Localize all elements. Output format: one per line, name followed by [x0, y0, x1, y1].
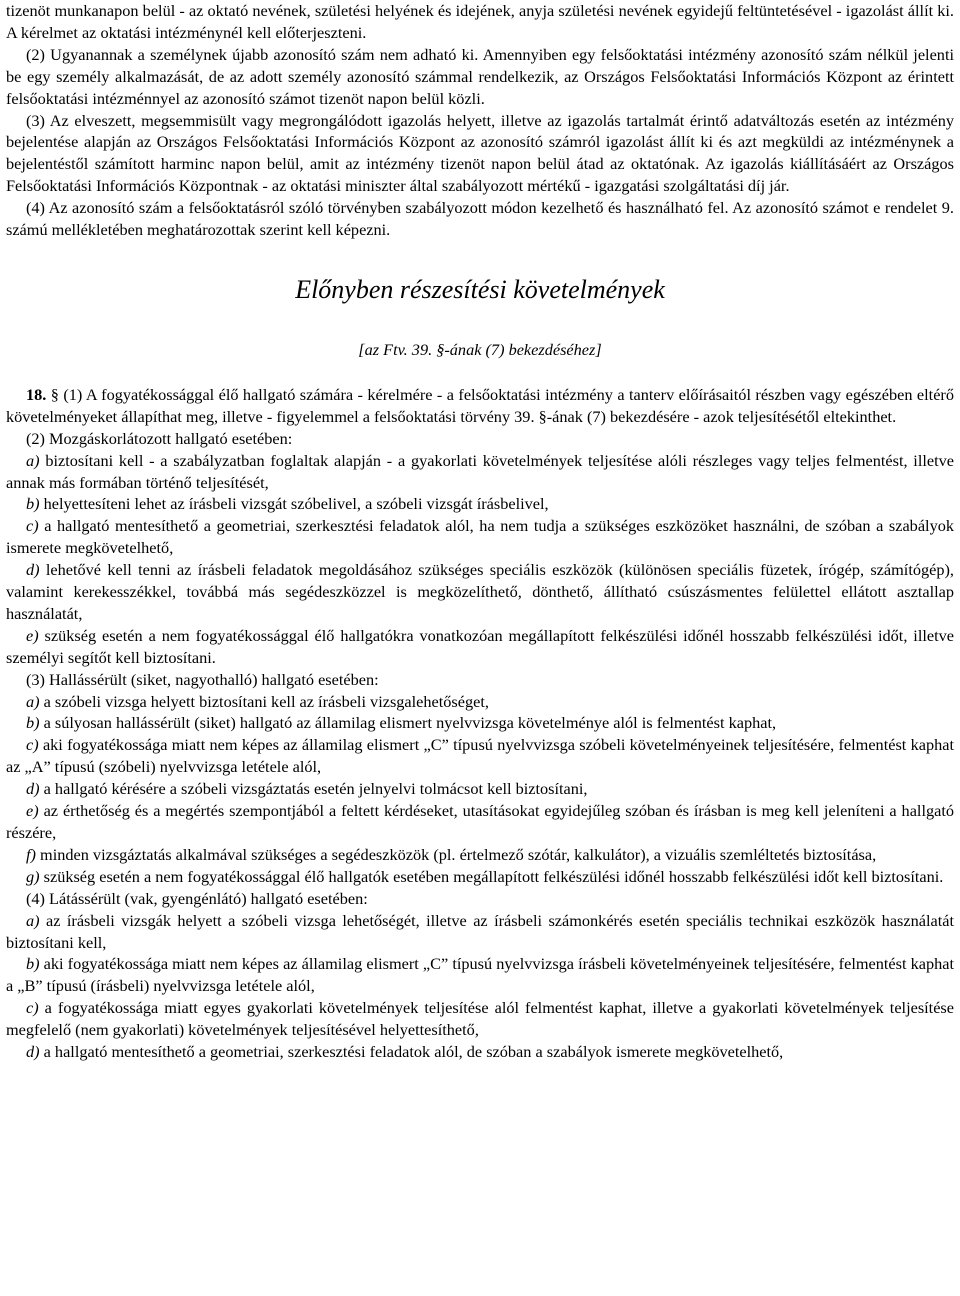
list-item — [6, 953, 954, 997]
subsection-2-head: (2) Mozgáskorlátozott hallgató esetében: — [26, 428, 293, 448]
list-item — [6, 515, 954, 559]
item-text: minden vizsgáztatás alkalmával szükséges a segédeszközök (pl. értelmező szótár, kalkulátor), a vizuális szemléltetés biztosítása, — [35, 844, 877, 864]
list-item — [6, 844, 954, 866]
item-letter: d) — [26, 779, 40, 799]
list-item — [6, 625, 954, 669]
list-item — [6, 493, 954, 515]
item-text: a hallgató mentesíthető a geometriai, szerkesztési feladatok alól, de szóban a szabályok ismerete megkövetelhető, — [39, 1042, 784, 1062]
section-sign: § — [50, 384, 59, 404]
item-text: a hallgató mentesíthető a geometriai, szerkesztési feladatok alól, ha nem tudja a szükséges eszközöket használni, de szóban a szabályok ismerete megkövetelhető, — [6, 516, 954, 558]
intro-paragraph-1: tizenöt munkanapon belül - az oktató nevének, születési helyének és idejének, anyja születési nevének egyidejű feltüntetésével - igazolást állít ki. A kérelmet az oktatási intézménynél kell előterjeszteni. — [6, 1, 954, 42]
item-text: a súlyosan hallássérült (siket) hallgató az államilag elismert nyelvvizsga követelménye alól is felmentést kaphat, — [39, 713, 777, 733]
list-item — [6, 691, 954, 713]
item-letter: e) — [26, 625, 39, 645]
item-text: aki fogyatékossága miatt nem képes az államilag elismert „C” típusú nyelvvizsga szóbeli követelményeinek teljesítésére, felmentést kaphat az „A” típusú (szóbeli) nyelvvizsga letétele alól, — [6, 735, 954, 777]
item-letter: c) — [26, 998, 39, 1018]
paragraph-18-text: (1) A fogyatékossággal élő hallgató számára - kérelmére - a felsőoktatási intézmény a tanterv előírásaitól részben vagy egészében eltérő követelményeket állapíthat meg, illetve - figyelemmel a felsőoktatási törvény 39. §-ának (7) bekezdésére - azok teljesítésétől eltekinthet. — [6, 384, 954, 426]
item-letter: c) — [26, 735, 39, 755]
item-text: az írásbeli vizsgák helyett a szóbeli vizsga lehetőségét, illetve az írásbeli számonkérés esetén speciális technikai eszközök használatát biztosítani kell, — [6, 910, 954, 952]
item-text: lehetővé kell tenni az írásbeli feladatok megoldásához szükséges speciális eszközök (különösen speciális füzetek, írógép, számítógép), valamint kerekesszékkel, továbbá más segédeszközzel is megközelíthető, dönthető, állítható csúszásmentes felülettel ellátott asztallap használatát, — [6, 560, 954, 623]
paragraph-number: 18. — [26, 384, 47, 404]
item-text: a fogyatékossága miatt egyes gyakorlati követelmények teljesítése alól felmentést kaphat, illetve a gyakorlati követelmények teljesítése megfelelő (nem gyakorlati) követelmények teljesítésével helyettesíthető, — [6, 998, 954, 1040]
subsection-4-head: (4) Látássérült (vak, gyengénlátó) hallgató esetében: — [26, 888, 368, 908]
item-text: szükség esetén a nem fogyatékossággal élő hallgatók esetében megállapított felkészülési időnél hosszabb felkészülési időt kell biztosítani. — [39, 866, 944, 886]
item-letter: c) — [26, 516, 39, 536]
list-item — [6, 997, 954, 1041]
item-letter: g) — [26, 866, 40, 886]
item-text: a hallgató kérésére a szóbeli vizsgáztatás esetén jelnyelvi tolmácsot kell biztosítani, — [39, 779, 588, 799]
list-item — [6, 778, 954, 800]
item-text: a szóbeli vizsga helyett biztosítani kell az írásbeli vizsgalehetőséget, — [39, 691, 489, 711]
item-letter: a) — [26, 450, 40, 470]
item-letter: f) — [26, 844, 36, 864]
item-letter: b) — [26, 494, 40, 514]
item-text: biztosítani kell - a szabályzatban foglaltak alapján - a gyakorlati követelmények teljesítése alóli részleges vagy teljes felmentést, illetve annak más formában történő teljesítését, — [6, 450, 954, 492]
section-title: Előnyben részesítési követelmények — [295, 274, 665, 304]
intro-paragraph-4: (4) Az azonosító szám a felsőoktatásról szóló törvényben szabályozott módon kezelhető és használható fel. Az azonosító számot e rendelet 9. számú mellékletében meghatározottak szerint kell képezni. — [6, 198, 954, 240]
list-item — [6, 559, 954, 625]
item-letter: b) — [26, 713, 40, 733]
item-letter: d) — [26, 560, 40, 580]
intro-paragraph-3: (3) Az elveszett, megsemmisült vagy megrongálódott igazolás helyett, illetve az igazolás tartalmát érintő adatváltozás esetén az intézmény bejelentése alapján az Országos Felsőoktatási Információs Központ az azonosító számról igazolást állít ki és azt megküldi az intézménynek a bejelentéstől számított harminc napon belül, amit az intézmény tizenöt napon belül átad az oktatónak. Az igazolás kiállításáért az Országos Felsőoktatási Információs Központnak - az oktatási miniszter által szabályozott mértékű - igazgatási szolgáltatási díj jár. — [6, 110, 954, 196]
list-item — [6, 712, 954, 734]
intro-paragraph-2: (2) Ugyanannak a személynek újabb azonosító szám nem adható ki. Amennyiben egy felsőoktatási intézmény azonosító szám nélkül jelenti be egy személy alkalmazását, de az adott személy azonosító számmal rendelkezik, az Országos Felsőoktatási Információs Központ az érintett felsőoktatási intézménnyel az azonosító számot tizenöt napon belül közli. — [6, 44, 954, 108]
item-letter: a) — [26, 691, 40, 711]
subsection-3-head: (3) Hallássérült (siket, nagyothalló) hallgató esetében: — [26, 669, 379, 689]
list-item — [6, 1041, 954, 1063]
list-item — [6, 450, 954, 494]
item-text: aki fogyatékossága miatt nem képes az államilag elismert „C” típusú nyelvvizsga írásbeli követelményeinek teljesítésére, felmentést kaphat a „B” típusú (írásbeli) nyelvvizsga letétele alól, — [6, 954, 954, 996]
list-item — [6, 734, 954, 778]
item-text: helyettesíteni lehet az írásbeli vizsgát szóbelivel, a szóbeli vizsgát írásbelivel, — [39, 494, 549, 514]
section-reference: [az Ftv. 39. §-ának (7) bekezdéséhez] — [358, 339, 602, 359]
list-item — [6, 910, 954, 954]
item-text: szükség esetén a nem fogyatékossággal élő hallgatókra vonatkozóan megállapított felkészülési időnél hosszabb felkészülési időt, illetve személyi segítőt kell biztosítani. — [6, 625, 954, 667]
item-letter: a) — [26, 910, 40, 930]
item-letter: e) — [26, 801, 39, 821]
list-item — [6, 866, 954, 888]
item-letter: d) — [26, 1042, 40, 1062]
item-letter: b) — [26, 954, 40, 974]
list-item — [6, 800, 954, 844]
item-text: az érthetőség és a megértés szempontjából a feltett kérdéseket, utasításokat egyidejűleg szóban és írásban is meg kell jeleníteni a hallgató részére, — [6, 801, 954, 842]
paragraph-18 — [6, 384, 954, 428]
